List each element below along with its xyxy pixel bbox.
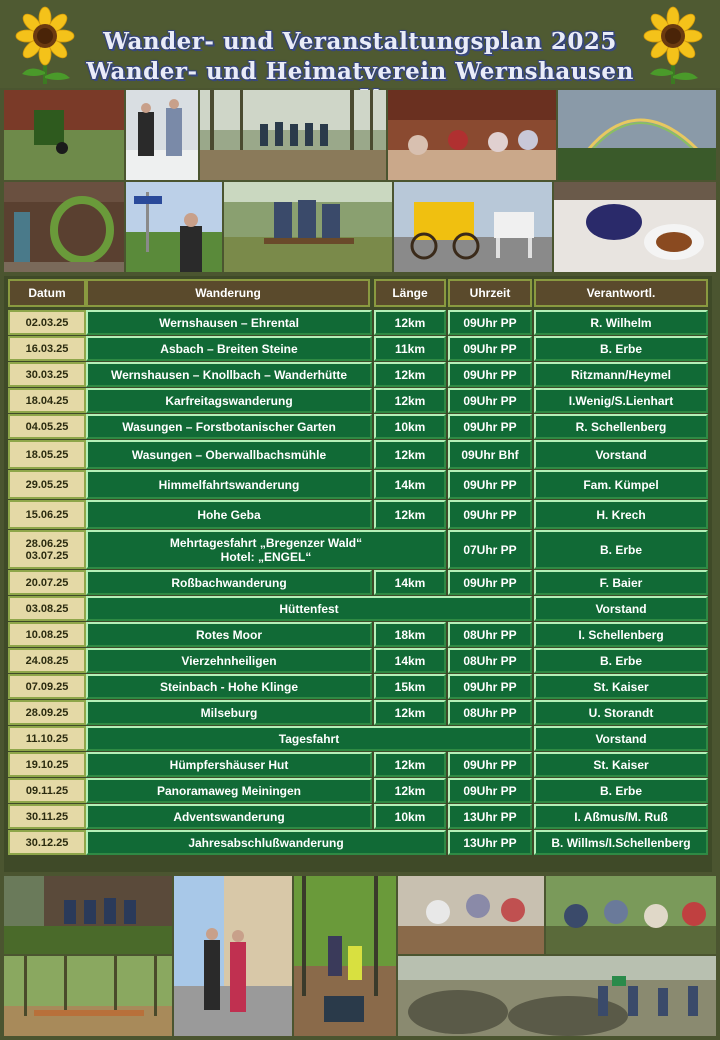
date-end: 03.07.25 bbox=[25, 549, 69, 562]
date-cell bbox=[8, 336, 86, 361]
time-cell bbox=[448, 530, 532, 569]
date-text: 02.03.25 bbox=[25, 316, 69, 329]
date-cell bbox=[8, 414, 86, 439]
time-cell bbox=[448, 310, 532, 335]
responsible-cell bbox=[534, 622, 708, 647]
route-cell bbox=[86, 570, 372, 595]
date-cell bbox=[8, 440, 86, 469]
time-text: 13Uhr PP bbox=[463, 835, 517, 850]
responsible-text: F. Baier bbox=[599, 575, 643, 590]
responsible-text: B. Erbe bbox=[599, 783, 642, 798]
responsible-cell bbox=[534, 388, 708, 413]
responsible-text: Vorstand bbox=[595, 447, 647, 462]
date-cell bbox=[8, 674, 86, 699]
time-cell bbox=[448, 414, 532, 439]
responsible-cell bbox=[534, 752, 708, 777]
time-cell bbox=[448, 362, 532, 387]
responsible-cell bbox=[534, 440, 708, 469]
date-start: 28.06.25 bbox=[25, 537, 69, 550]
route-text: Roßbachwanderung bbox=[171, 575, 287, 590]
route-cell bbox=[86, 500, 372, 529]
responsible-text: B. Willms/I.Schellenberg bbox=[551, 835, 691, 850]
route-cell bbox=[86, 622, 372, 647]
responsible-text: B. Erbe bbox=[599, 653, 642, 668]
photo-woodland bbox=[4, 956, 172, 1036]
time-cell bbox=[448, 804, 532, 829]
route-text: Wasungen – Forstbotanischer Garten bbox=[122, 419, 336, 434]
col-header-time: Uhrzeit bbox=[448, 279, 532, 307]
time-text: 08Uhr PP bbox=[463, 627, 517, 642]
route-cell bbox=[86, 530, 446, 569]
responsible-cell bbox=[534, 726, 708, 751]
responsible-text: B. Erbe bbox=[599, 341, 642, 356]
length-cell bbox=[374, 674, 446, 699]
date-text: 18.04.25 bbox=[25, 394, 69, 407]
time-cell bbox=[448, 388, 532, 413]
length-cell bbox=[374, 752, 446, 777]
route-cell bbox=[86, 388, 372, 413]
time-text: 09Uhr PP bbox=[463, 783, 517, 798]
route-text: Milseburg bbox=[200, 705, 258, 720]
date-text: 04.05.25 bbox=[25, 420, 69, 433]
photo-rainbow bbox=[558, 90, 716, 180]
date-text: 28.09.25 bbox=[25, 706, 69, 719]
date-cell bbox=[8, 596, 86, 621]
responsible-cell bbox=[534, 700, 708, 725]
responsible-text: I. Aßmus/M. Ruß bbox=[574, 809, 668, 824]
length-cell bbox=[374, 500, 446, 529]
photo-stagecoach bbox=[394, 182, 552, 272]
route-cell bbox=[86, 804, 372, 829]
time-text: 09Uhr PP bbox=[463, 679, 517, 694]
schedule-table bbox=[4, 276, 712, 872]
time-cell bbox=[448, 570, 532, 595]
date-cell bbox=[8, 752, 86, 777]
time-text: 09Uhr PP bbox=[463, 419, 517, 434]
route-text: Asbach – Breiten Steine bbox=[160, 341, 298, 356]
responsible-cell bbox=[534, 674, 708, 699]
photo-cafe bbox=[398, 876, 544, 954]
time-text: 09Uhr PP bbox=[463, 757, 517, 772]
responsible-text: I. Schellenberg bbox=[578, 627, 664, 642]
photo-hikers-snow bbox=[126, 90, 198, 180]
length-text: 14km bbox=[394, 575, 426, 590]
route-cell bbox=[86, 440, 372, 469]
route-text: Panoramaweg Meiningen bbox=[156, 783, 302, 798]
route-cell bbox=[86, 310, 372, 335]
length-text: 12km bbox=[394, 757, 426, 772]
route-text: Hümpfershäuser Hut bbox=[169, 757, 289, 772]
col-header-date: Datum bbox=[8, 279, 86, 307]
length-text: 10km bbox=[394, 809, 426, 824]
date-cell bbox=[8, 530, 86, 569]
responsible-cell bbox=[534, 336, 708, 361]
length-text: 10km bbox=[394, 419, 426, 434]
time-text: 13Uhr PP bbox=[463, 809, 517, 824]
header bbox=[0, 0, 720, 88]
route-text: Wernshausen – Ehrental bbox=[159, 315, 299, 330]
responsible-cell bbox=[534, 778, 708, 803]
plan-title: Wander- und Veranstaltungsplan 2025 bbox=[103, 28, 617, 55]
route-cell bbox=[86, 778, 372, 803]
route-cell bbox=[86, 470, 372, 499]
photo-wreath-building bbox=[4, 182, 124, 272]
responsible-text: R. Schellenberg bbox=[575, 419, 667, 434]
date-text: 19.10.25 bbox=[25, 758, 69, 771]
route-text: Wernshausen – Knollbach – Wanderhütte bbox=[110, 367, 348, 382]
route-cell bbox=[86, 362, 372, 387]
route-cell bbox=[86, 596, 532, 621]
photo-outdoor-rest bbox=[546, 876, 716, 954]
date-cell bbox=[8, 648, 86, 673]
time-text: 08Uhr PP bbox=[463, 653, 517, 668]
date-text: 16.03.25 bbox=[25, 342, 69, 355]
photo-forest-trail bbox=[294, 876, 396, 1036]
col-header-length: Länge bbox=[374, 279, 446, 307]
club-name: Wander- und Heimatverein Wernshausen bbox=[86, 58, 634, 85]
date-cell bbox=[8, 362, 86, 387]
col-header-responsible: Verantwortl. bbox=[534, 279, 708, 307]
responsible-cell bbox=[534, 648, 708, 673]
time-text: 09Uhr Bhf bbox=[461, 447, 519, 462]
responsible-text: R. Wilhelm bbox=[590, 315, 652, 330]
responsible-text: Fam. Kümpel bbox=[583, 477, 659, 492]
length-cell bbox=[374, 778, 446, 803]
time-cell bbox=[448, 830, 532, 855]
time-text: 09Uhr PP bbox=[463, 367, 517, 382]
date-text: 30.12.25 bbox=[25, 836, 69, 849]
time-cell bbox=[448, 440, 532, 469]
route-cell bbox=[86, 700, 372, 725]
route-subtext: Hotel: „ENGEL“ bbox=[220, 549, 312, 564]
time-text: 09Uhr PP bbox=[463, 315, 517, 330]
length-cell bbox=[374, 570, 446, 595]
length-cell bbox=[374, 388, 446, 413]
date-text: 29.05.25 bbox=[25, 478, 69, 491]
photo-shelter-group bbox=[4, 876, 172, 954]
route-cell bbox=[86, 674, 372, 699]
responsible-cell bbox=[534, 570, 708, 595]
responsible-text: Ritzmann/Heymel bbox=[570, 367, 672, 382]
time-cell bbox=[448, 622, 532, 647]
date-cell bbox=[8, 830, 86, 855]
responsible-text: I.Wenig/S.Lienhart bbox=[568, 393, 674, 408]
length-cell bbox=[374, 622, 446, 647]
sunflower-icon bbox=[640, 4, 706, 84]
responsible-cell bbox=[534, 500, 708, 529]
length-cell bbox=[374, 336, 446, 361]
length-text: 11km bbox=[394, 341, 426, 356]
photo-rocky-summit bbox=[398, 956, 716, 1036]
date-text: 24.08.25 bbox=[25, 654, 69, 667]
route-text: Himmelfahrtswanderung bbox=[158, 477, 300, 492]
date-cell bbox=[8, 570, 86, 595]
time-text: 07Uhr PP bbox=[463, 542, 517, 557]
route-text: Steinbach - Hohe Klinge bbox=[159, 679, 298, 694]
route-text: Jahresabschlußwanderung bbox=[188, 835, 344, 850]
time-text: 09Uhr PP bbox=[463, 575, 517, 590]
time-cell bbox=[448, 674, 532, 699]
length-cell bbox=[374, 414, 446, 439]
date-text: 10.08.25 bbox=[25, 628, 69, 641]
responsible-text: B. Erbe bbox=[599, 542, 642, 557]
length-cell bbox=[374, 648, 446, 673]
route-cell bbox=[86, 726, 532, 751]
date-cell bbox=[8, 778, 86, 803]
route-cell bbox=[86, 648, 372, 673]
responsible-cell bbox=[534, 362, 708, 387]
responsible-text: H. Krech bbox=[596, 507, 646, 522]
date-cell bbox=[8, 310, 86, 335]
length-text: 12km bbox=[394, 447, 426, 462]
date-cell bbox=[8, 500, 86, 529]
route-text: Wasungen – Oberwallbachsmühle bbox=[131, 447, 327, 462]
time-cell bbox=[448, 470, 532, 499]
time-cell bbox=[448, 336, 532, 361]
photo-meal bbox=[554, 182, 716, 272]
route-text: Karfreitagswanderung bbox=[165, 393, 293, 408]
time-text: 09Uhr PP bbox=[463, 393, 517, 408]
route-text: Vierzehnheiligen bbox=[181, 653, 277, 668]
length-text: 14km bbox=[394, 477, 426, 492]
responsible-cell bbox=[534, 804, 708, 829]
responsible-cell bbox=[534, 470, 708, 499]
date-text: 03.08.25 bbox=[25, 602, 69, 615]
date-text: 15.06.25 bbox=[25, 508, 69, 521]
length-text: 12km bbox=[394, 507, 426, 522]
date-text: 30.11.25 bbox=[25, 810, 69, 823]
length-text: 12km bbox=[394, 393, 426, 408]
responsible-cell bbox=[534, 596, 708, 621]
length-text: 12km bbox=[394, 315, 426, 330]
responsible-text: Vorstand bbox=[595, 601, 647, 616]
date-cell bbox=[8, 700, 86, 725]
length-text: 15km bbox=[394, 679, 426, 694]
time-cell bbox=[448, 778, 532, 803]
length-text: 14km bbox=[394, 653, 426, 668]
sunflower-icon bbox=[12, 4, 78, 84]
time-text: 08Uhr PP bbox=[463, 705, 517, 720]
responsible-text: St. Kaiser bbox=[593, 679, 649, 694]
date-text: 30.03.25 bbox=[25, 368, 69, 381]
time-text: 09Uhr PP bbox=[463, 341, 517, 356]
time-cell bbox=[448, 700, 532, 725]
responsible-cell bbox=[534, 414, 708, 439]
length-text: 12km bbox=[394, 367, 426, 382]
length-text: 12km bbox=[394, 705, 426, 720]
responsible-cell bbox=[534, 830, 708, 855]
length-cell bbox=[374, 362, 446, 387]
time-cell bbox=[448, 648, 532, 673]
route-text: Hohe Geba bbox=[197, 507, 261, 522]
time-text: 09Uhr PP bbox=[463, 507, 517, 522]
length-text: 18km bbox=[394, 627, 426, 642]
length-cell bbox=[374, 440, 446, 469]
responsible-cell bbox=[534, 530, 708, 569]
route-cell bbox=[86, 830, 446, 855]
date-text: 07.09.25 bbox=[25, 680, 69, 693]
time-text: 09Uhr PP bbox=[463, 477, 517, 492]
date-cell bbox=[8, 622, 86, 647]
photo-group-forest bbox=[200, 90, 386, 180]
date-text: 09.11.25 bbox=[25, 784, 69, 797]
route-text: Adventswanderung bbox=[173, 809, 285, 824]
responsible-text: Vorstand bbox=[595, 731, 647, 746]
length-cell bbox=[374, 470, 446, 499]
col-header-route: Wanderung bbox=[86, 279, 370, 307]
length-text: 12km bbox=[394, 783, 426, 798]
photo-bench-rest bbox=[224, 182, 392, 272]
photo-hikers-village bbox=[174, 876, 292, 1036]
route-text: Rotes Moor bbox=[196, 627, 262, 642]
date-text: 20.07.25 bbox=[25, 576, 69, 589]
date-cell bbox=[8, 470, 86, 499]
route-cell bbox=[86, 752, 372, 777]
route-cell bbox=[86, 336, 372, 361]
photo-restaurant bbox=[388, 90, 556, 180]
responsible-cell bbox=[534, 310, 708, 335]
route-text: Tagesfahrt bbox=[278, 731, 340, 746]
route-text: Mehrtagesfahrt „Bregenzer Wald“ bbox=[169, 535, 363, 550]
date-cell bbox=[8, 726, 86, 751]
photo-signpost bbox=[126, 182, 222, 272]
date-text: 11.10.25 bbox=[25, 732, 69, 745]
photo-dog-hut bbox=[4, 90, 124, 180]
time-cell bbox=[448, 500, 532, 529]
length-cell bbox=[374, 804, 446, 829]
time-cell bbox=[448, 752, 532, 777]
route-cell bbox=[86, 414, 372, 439]
responsible-text: St. Kaiser bbox=[593, 757, 649, 772]
length-cell bbox=[374, 310, 446, 335]
date-cell bbox=[8, 388, 86, 413]
route-text: Hüttenfest bbox=[279, 601, 339, 616]
length-cell bbox=[374, 700, 446, 725]
date-text: 18.05.25 bbox=[25, 448, 69, 461]
date-cell bbox=[8, 804, 86, 829]
responsible-text: U. Storandt bbox=[588, 705, 654, 720]
